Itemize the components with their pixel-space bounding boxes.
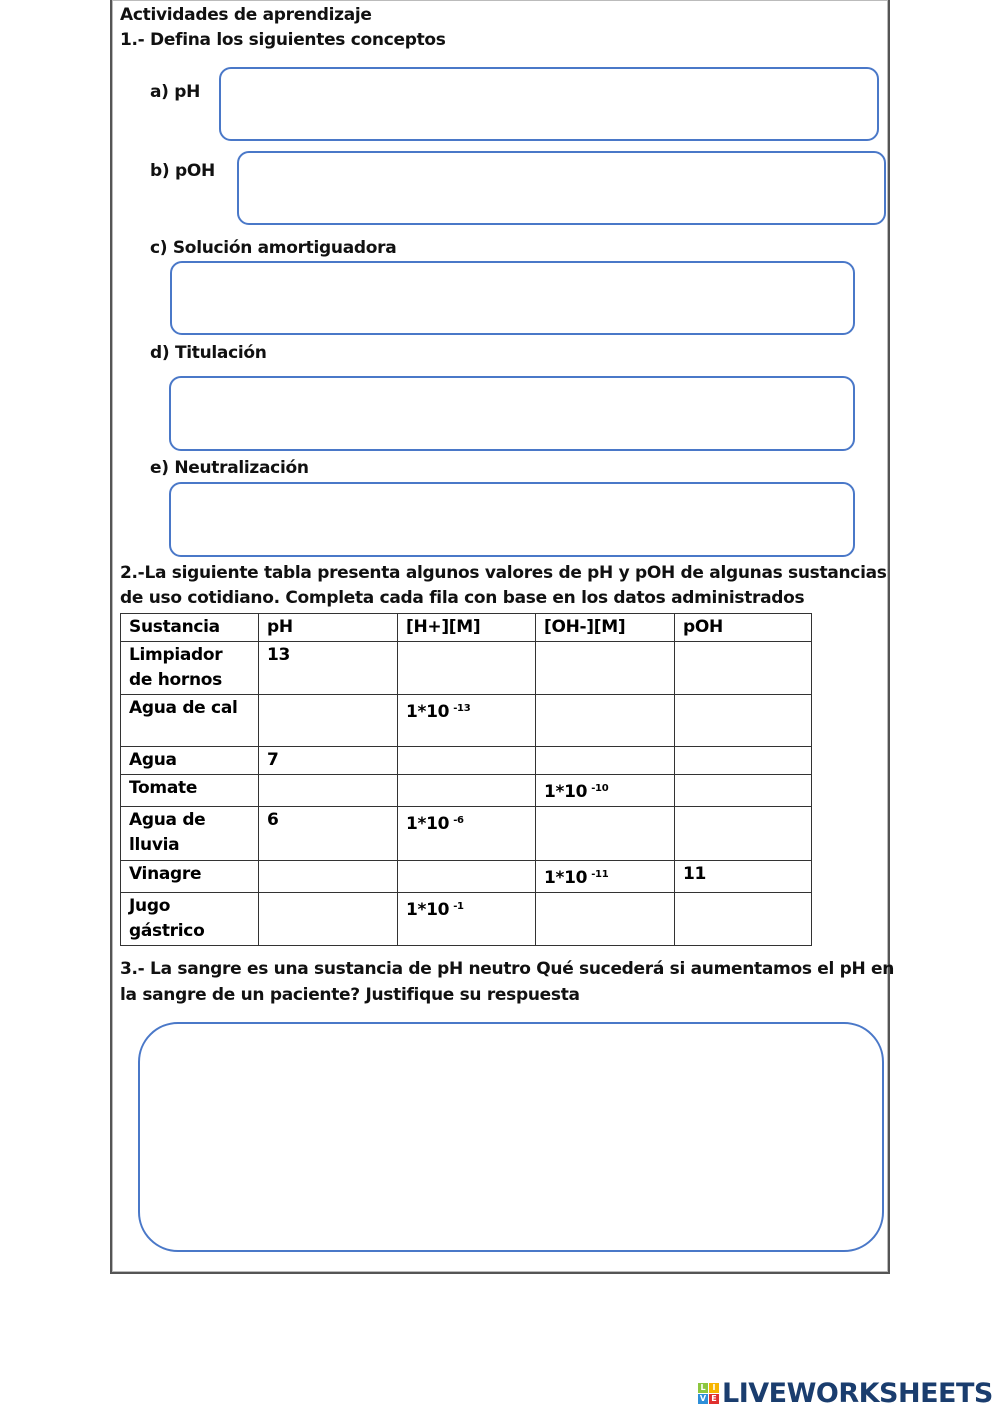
cell-ph[interactable] [259, 775, 398, 807]
worksheet-title: Actividades de aprendizaje [120, 5, 372, 25]
cell-text: Limpiador de hornos [129, 645, 223, 690]
cell-text: Tomate [129, 778, 198, 798]
question-2-line2: de uso cotidiano. Completa cada fila con base en los datos administrados [120, 588, 805, 608]
cell-text: Agua de cal [129, 698, 238, 718]
cell-sustancia [121, 775, 259, 807]
question-1-prompt: 1.- Defina los siguientes conceptos [120, 30, 446, 50]
cell-ph[interactable] [259, 807, 398, 861]
cell-ph[interactable] [259, 893, 398, 946]
cell-text: Agua de lluvia [129, 810, 206, 855]
answer-box-neutralizacion[interactable] [169, 482, 855, 557]
cell-oh[interactable] [536, 807, 675, 861]
cell-poh[interactable] [675, 893, 812, 946]
cell-h[interactable] [398, 861, 536, 893]
answer-box-titulacion[interactable] [169, 376, 855, 451]
header-poh: pOH [675, 614, 812, 642]
logo-letter: E [709, 1394, 719, 1404]
exponent: -6 [453, 815, 464, 826]
cell-h[interactable] [398, 775, 536, 807]
cell-text: Jugo gástrico [129, 896, 205, 941]
cell-h[interactable] [398, 695, 536, 747]
table-row [121, 893, 812, 946]
logo-letter: I [709, 1383, 719, 1393]
logo-icon [698, 1383, 719, 1404]
cell-poh[interactable] [675, 807, 812, 861]
item-a-label: a) pH [150, 82, 201, 102]
cell-text: 1*10 [406, 900, 450, 920]
question-3-line1: 3.- La sangre es una sustancia de pH neutro Qué sucederá si aumentamos el pH en [120, 959, 895, 979]
cell-text: 1*10 [406, 814, 450, 834]
question-2-line1: 2.-La siguiente tabla presenta algunos valores de pH y pOH de algunas sustancias [120, 563, 887, 583]
ph-table [120, 613, 812, 946]
cell-oh[interactable] [536, 861, 675, 893]
answer-box-poh[interactable] [237, 151, 886, 225]
logo-text: LIVEWORKSHEETS [722, 1378, 993, 1409]
cell-poh[interactable] [675, 642, 812, 695]
exponent: -11 [591, 869, 609, 880]
answer-box-ph[interactable] [219, 67, 879, 141]
logo-letter: V [699, 1394, 707, 1403]
answer-box-solucion-amortiguadora[interactable] [170, 261, 855, 335]
question-3-line2: la sangre de un paciente? Justifique su respuesta [120, 985, 580, 1005]
cell-ph[interactable] [259, 642, 398, 695]
logo-letter: L [698, 1383, 708, 1393]
table-row [121, 642, 812, 695]
header-sustancia: Sustancia [121, 614, 259, 642]
cell-sustancia [121, 695, 259, 747]
cell-sustancia [121, 747, 259, 775]
table-row [121, 775, 812, 807]
cell-poh[interactable] [675, 775, 812, 807]
header-ph: pH [259, 614, 398, 642]
table-row [121, 807, 812, 861]
cell-ph[interactable] [259, 747, 398, 775]
cell-sustancia [121, 807, 259, 861]
cell-h[interactable] [398, 807, 536, 861]
cell-text: 6 [267, 810, 279, 830]
cell-poh[interactable] [675, 695, 812, 747]
cell-sustancia [121, 642, 259, 695]
cell-h[interactable] [398, 893, 536, 946]
cell-oh[interactable] [536, 893, 675, 946]
cell-text: 7 [267, 750, 279, 770]
table-row [121, 861, 812, 893]
cell-text: 13 [267, 645, 291, 665]
exponent: -1 [453, 901, 464, 912]
cell-text: Agua [129, 750, 177, 770]
cell-h[interactable] [398, 747, 536, 775]
exponent: -13 [453, 703, 471, 714]
item-b-label: b) pOH [150, 161, 215, 181]
liveworksheets-logo [698, 1378, 993, 1409]
cell-poh[interactable] [675, 861, 812, 893]
cell-oh[interactable] [536, 642, 675, 695]
item-c-label: c) Solución amortiguadora [150, 238, 397, 258]
cell-text: Vinagre [129, 864, 202, 884]
item-d-label: d) Titulación [150, 343, 267, 363]
header-oh: [OH-][M] [536, 614, 675, 642]
cell-h[interactable] [398, 642, 536, 695]
cell-oh[interactable] [536, 695, 675, 747]
cell-text: 1*10 [544, 782, 588, 802]
cell-sustancia [121, 893, 259, 946]
header-h: [H+][M] [398, 614, 536, 642]
table-row [121, 695, 812, 747]
cell-text: 11 [683, 864, 707, 884]
cell-ph[interactable] [259, 695, 398, 747]
cell-text: 1*10 [406, 702, 450, 722]
cell-sustancia [121, 861, 259, 893]
table-row [121, 747, 812, 775]
answer-box-question-3[interactable] [138, 1022, 884, 1252]
cell-oh[interactable] [536, 775, 675, 807]
cell-text: 1*10 [544, 868, 588, 888]
item-e-label: e) Neutralización [150, 458, 309, 478]
cell-poh[interactable] [675, 747, 812, 775]
cell-ph[interactable] [259, 861, 398, 893]
cell-oh[interactable] [536, 747, 675, 775]
table-header-row [121, 614, 812, 642]
exponent: -10 [591, 783, 609, 794]
